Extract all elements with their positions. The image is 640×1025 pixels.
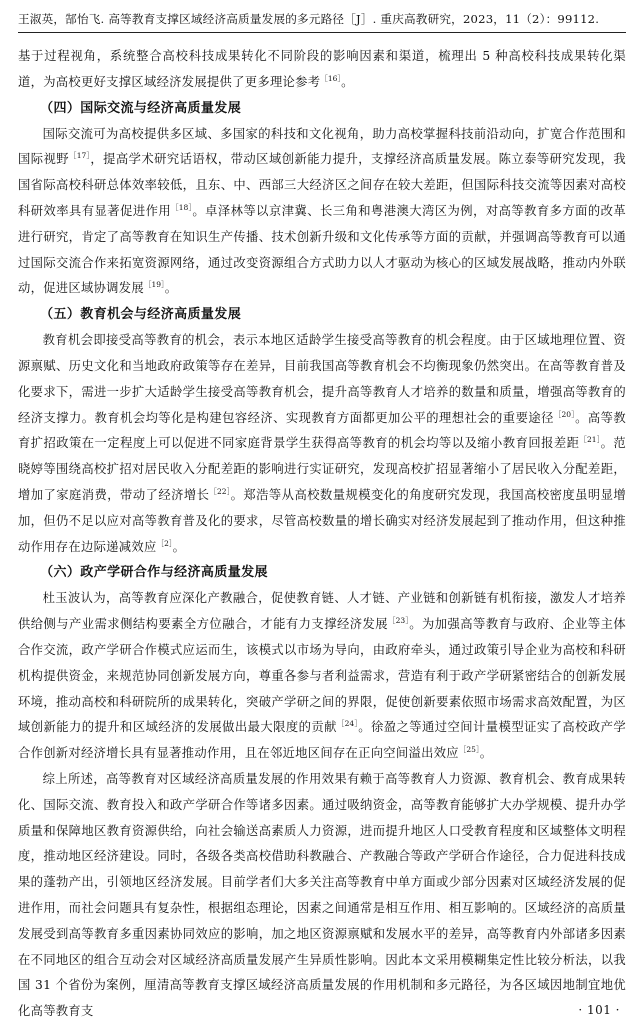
citation-ref: ［20］	[553, 409, 576, 419]
citation-ref: ［18］	[171, 202, 193, 212]
section-heading-industry-cooperation: （六）政产学研合作与经济高质量发展	[40, 565, 268, 581]
paragraph-industry-cooperation: 杜玉波认为，高等教育应深化产教融合，促使教育链、人才链、产业链和创新链有机衔接，激发人才培养供给侧与产业需求侧结构要素全方位融合，才能有力支撑经济发展$^{[23]}$。为加强高等教育与政府、企业等主体合作交流，政产学研合作模式应运而生，该模式以市场为导向，由政府牵头，通过政策引导企业为高校和科研机构提供资金，来规范协同创新发展方向，尊重各参与者利益需求，营造有利于政产学研紧密结合的创新发展环境，推动高校和科研院所的成果转化，突破产学研之间的界限，促使创新要素依照市场需求高效配置，为区域创新能力的提升和区域经济的发展做出最大限度的贡献$^{[24]}$。徐盈之等通过空间计量模型证实了高校政产学合作创新对经济增长具有显著推动作用，且在邻近地区间存在正向空间溢出效应$^{[25]}$。	[18, 591, 626, 761]
citation-ref: ［2］	[156, 538, 173, 548]
citation-ref: ［16］	[320, 73, 342, 83]
citation-ref: ［25］	[458, 745, 480, 755]
page-number: · 101 ·	[578, 1003, 620, 1017]
section-heading-education-opportunity: （五）教育机会与经济高质量发展	[40, 307, 242, 323]
citation-ref: ［24］	[336, 719, 359, 729]
paragraph-international-exchange: 国际交流可为高校提供多区域、多国家的科技和文化视角，助力高校掌握科技前沿动向，扩宽合作范围和国际视野$^{[17]}$，提高学术研究话语权，带动区域创新能力提升，支撑经济高质量发展。陈立泰等研究发现，我国省际高校科研总体效率较低，且东、中、西部三大经济区之间存在较大差距，但国际科技交流等因素对高校科研效率具有显著促进作用$^{[18]}$。卓泽林等以京津冀、长三角和粤港澳大湾区为例，对高等教育多方面的改革进行研究，肯定了高等教育在知识生产传播、技术创新升级和文化传承等方面的贡献，并强调高等教育可以通过国际交流合作来拓宽资源网络，通过改变资源组合方式助力以人才驱动为核心的区域发展战略，推动内外联动，促进区域协调发展$^{[19]}$。	[18, 126, 627, 296]
paragraph-continuation: 基于过程视角，系统整合高校科技成果转化不同阶段的影响因素和渠道，梳理出 5 种高校科技成果转化渠道，为高校更好支撑区域经济发展提供了更多理论参考$^{[16]}$。	[18, 49, 626, 89]
citation-ref: ［21］	[579, 435, 601, 445]
section-heading-international-exchange: （四）国际交流与经济高质量发展	[40, 100, 242, 116]
paragraph-summary: 综上所述，高等教育对区域经济高质量发展的作用效果有赖于高等教育人力资源、教育机会、教育成果转化、国际交流、教育投入和政产学研合作等诸多因素。通过吸纳资金，高等教育能够扩大办学规模、提升办学质量和保障地区教育资源供给，向社会输送高素质人力资源，进而提升地区人口受教育程度和区域整体文明程度，推动地区经济建设。同时，各级各类高校借助科教融合、产教融合等政产学研合作途径，合力促进科技成果的蓬勃产出，引领地区经济发展。目前学者们大多关注高等教育中单方面或少部分因素对区域经济发展的促进作用，而社会问题具有复杂性，根据组态理论，因素之间通常是相互作用、相互影响的。区域经济的高质量发展受到高等教育多重因素协同效应的影响，加之地区资源禀赋和发展水平的差异，高等教育内外部诸多因素在不同地区的组合互动会对区域经济高质量发展产生异质性影响。因此本文采用模糊集定性比较分析法，以我国 31 个省份为案例，厘清高等教育支撑区域经济高质量发展的作用机制和多元路径，为各区域因地制宜地优化高等教育支	[18, 771, 626, 1019]
paragraph-education-opportunity: 教育机会即接受高等教育的机会，表示本地区适龄学生接受高等教育的机会程度。由于区域地理位置、资源禀赋、历史文化和当地政府政策等存在差异，目前我国高等教育机会不均衡现象仍然突出。在高等教育普及化要求下，需进一步扩大适龄学生接受高等教育机会，提升高等教育人才培养的数量和质量，增强高等教育的经济支撑力。教育机会均等化是构建包容经济、实现教育方面都更加公平的理想社会的重要途径$^{[20]}$。高等教育扩招政策在一定程度上可以促进不同家庭背景学生获得高等教育的机会均等以及缩小教育回报差距$^{[21]}$。范晓婷等围绕高校扩招对居民收入分配差距的影响进行实证研究，发现高校扩招显著缩小了居民收入分配差距，增加了家庭消费，带动了经济增长$^{[22]}$。郑浩等从高校数量规模变化的角度研究发现，我国高校密度虽明显增加，但仍不足以应对高等教育普及化的要求，尽管高校数量的增长确实对经济发展起到了推动作用，但这种推动作用存在边际递减效应$^{[2]}$。	[18, 333, 626, 554]
running-header	[18, 10, 626, 33]
citation-ref: ［17］	[69, 151, 91, 161]
article-body	[18, 44, 626, 1025]
header-citation: 王淑英，郜怡飞. 高等教育支撑区域经济高质量发展的多元路径［J］. 重庆高教研究，2023，11（2）：99112.	[18, 12, 600, 26]
citation-ref: ［22］	[209, 486, 231, 496]
citation-ref: ［23］	[387, 616, 410, 626]
citation-ref: ［19］	[143, 280, 165, 290]
